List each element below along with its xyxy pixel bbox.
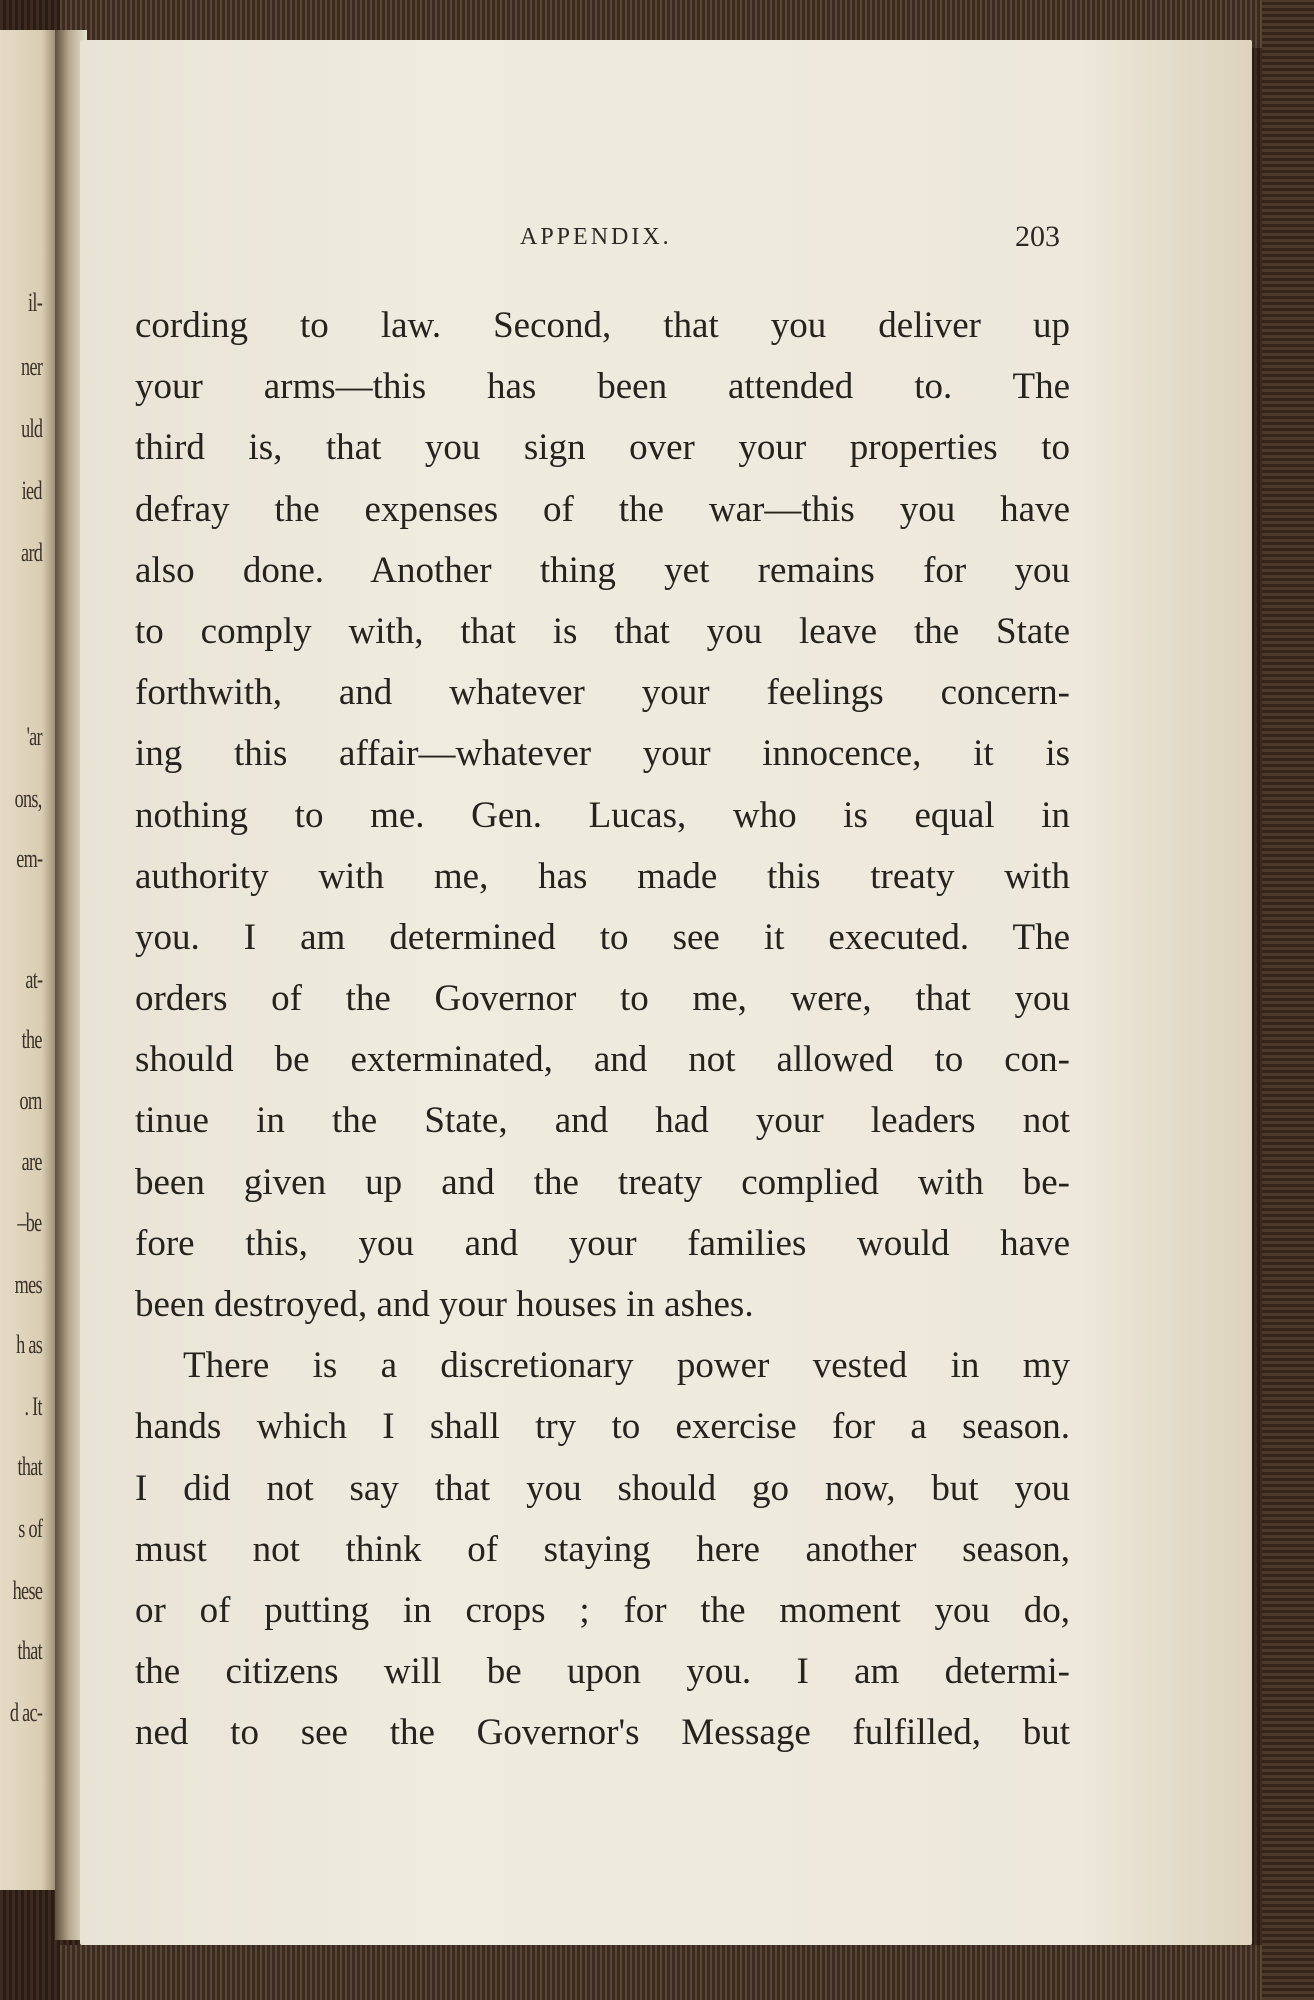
text-line: must not think of staying here another season, bbox=[135, 1528, 1070, 1570]
prev-page-fragment: ner bbox=[20, 352, 42, 381]
book-page bbox=[80, 40, 1252, 1945]
prev-page-fragment: mes bbox=[14, 1270, 42, 1299]
prev-page-fragment: ied bbox=[21, 476, 42, 505]
prev-page-fragment: 'ar bbox=[26, 722, 42, 751]
text-line: authority with me, has made this treaty with bbox=[135, 855, 1070, 897]
prev-page-fragment: uld bbox=[20, 414, 42, 443]
previous-page-edge bbox=[0, 30, 60, 1890]
text-line: ned to see the Governor's Message fulfilled, but bbox=[135, 1712, 1070, 1754]
cover-bottom-edge bbox=[60, 1945, 1314, 2000]
text-line: hands which I shall try to exercise for a season. bbox=[135, 1406, 1070, 1448]
cover-right-edge bbox=[1262, 0, 1314, 2000]
running-head: APPENDIX. bbox=[520, 224, 672, 250]
prev-page-fragment: the bbox=[21, 1025, 42, 1054]
prev-page-fragment: s of bbox=[18, 1514, 42, 1543]
text-line: been destroyed, and your houses in ashes. bbox=[135, 1284, 754, 1325]
page-body bbox=[135, 295, 1070, 1764]
prev-page-fragment: ons, bbox=[14, 784, 42, 813]
text-line: defray the expenses of the war—this you have bbox=[135, 488, 1070, 530]
text-line: fore this, you and your families would have bbox=[135, 1222, 1070, 1264]
text-line: tinue in the State, and had your leaders not bbox=[135, 1100, 1070, 1142]
text-line: or of putting in crops ; for the moment you do, bbox=[135, 1589, 1070, 1631]
text-line: should be exterminated, and not allowed to con- bbox=[135, 1039, 1070, 1081]
prev-page-fragment: that bbox=[17, 1636, 42, 1665]
prev-page-fragment: are bbox=[21, 1147, 42, 1176]
prev-page-fragment: at- bbox=[24, 965, 42, 994]
text-line: nothing to me. Gen. Lucas, who is equal in bbox=[135, 794, 1070, 836]
prev-page-fragment: –be bbox=[17, 1208, 42, 1237]
prev-page-fragment: em- bbox=[15, 844, 42, 873]
text-line: been given up and the treaty complied with be- bbox=[135, 1161, 1070, 1203]
text-line: cording to law. Second, that you deliver up bbox=[135, 305, 1070, 346]
prev-page-fragment: that bbox=[17, 1452, 42, 1481]
text-line: forthwith, and whatever your feelings concern- bbox=[135, 672, 1070, 714]
text-line: the citizens will be upon you. I am determi- bbox=[135, 1651, 1070, 1693]
text-line: I did not say that you should go now, but you bbox=[135, 1467, 1070, 1509]
text-line: third is, that you sign over your properties to bbox=[135, 427, 1070, 469]
text-line: ing this affair—whatever your innocence, it is bbox=[135, 733, 1070, 775]
prev-page-fragment: il- bbox=[27, 288, 42, 317]
prev-page-fragment: ard bbox=[20, 538, 42, 567]
prev-page-fragment: . It bbox=[24, 1392, 42, 1421]
prev-page-fragment: d ac- bbox=[9, 1698, 42, 1727]
text-line: orders of the Governor to me, were, that you bbox=[135, 978, 1070, 1020]
text-line: There is a discretionary power vested in my bbox=[183, 1345, 1070, 1387]
text-line: to comply with, that is that you leave the State bbox=[135, 610, 1070, 652]
text-line: your arms—this has been attended to. The bbox=[135, 366, 1070, 408]
text-line: also done. Another thing yet remains for you bbox=[135, 549, 1070, 591]
text-line: you. I am determined to see it executed. The bbox=[135, 916, 1070, 958]
page-header bbox=[80, 220, 1252, 260]
prev-page-fragment: hese bbox=[12, 1576, 42, 1605]
page-number: 203 bbox=[1015, 220, 1060, 253]
prev-page-fragment: h as bbox=[15, 1330, 42, 1359]
prev-page-fragment: orn bbox=[19, 1086, 42, 1115]
